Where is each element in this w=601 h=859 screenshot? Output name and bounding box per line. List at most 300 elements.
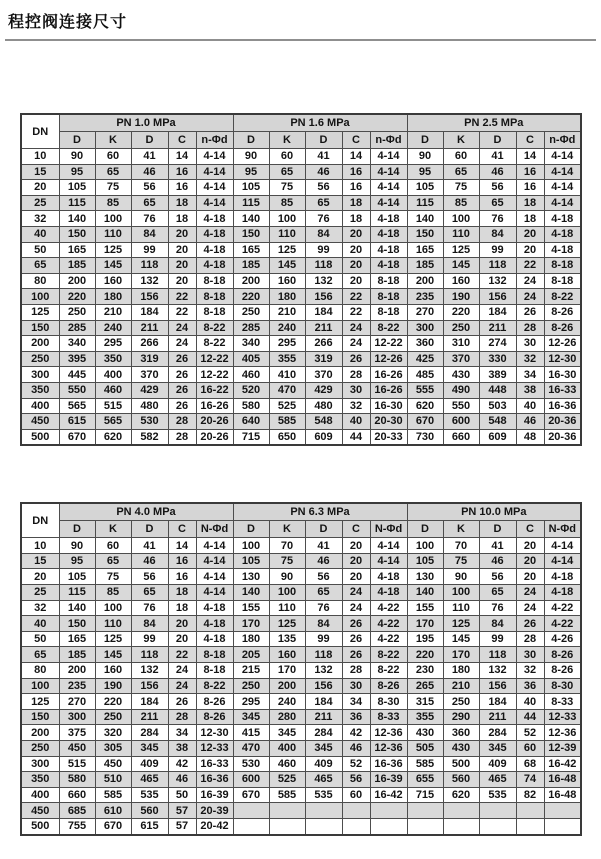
sub-column-header: D [407, 132, 443, 149]
dimension-cell: 75 [443, 180, 479, 196]
dimension-cell: 145 [95, 258, 131, 274]
dimension-cell: 75 [269, 553, 305, 569]
dimension-cell: 4-22 [544, 600, 581, 616]
dimension-cell: 4-14 [196, 195, 233, 211]
sub-column-header: C [342, 132, 370, 149]
dimension-cell: 84 [131, 226, 168, 242]
sub-column-header: K [95, 521, 131, 538]
dimension-cell: 22 [168, 304, 196, 320]
row-dn-value: 500 [21, 818, 59, 834]
dimension-cell: 125 [269, 242, 305, 258]
dimension-cell: 24 [168, 663, 196, 679]
dimension-cell: 305 [95, 741, 131, 757]
dimension-cell: 211 [479, 320, 516, 336]
dimension-cell: 230 [407, 663, 443, 679]
dimension-cell: 460 [233, 367, 269, 383]
dimension-cell: 409 [479, 756, 516, 772]
dimension-cell: 4-18 [370, 242, 407, 258]
dimension-cell: 18 [168, 195, 196, 211]
dimension-cell: 36 [516, 678, 544, 694]
dimension-cell: 370 [305, 367, 342, 383]
dimension-cell [479, 803, 516, 819]
dimension-cell: 4-14 [544, 180, 581, 196]
dimension-cell: 20 [342, 553, 370, 569]
dimension-cell: 20-39 [196, 803, 233, 819]
dimension-cell: 60 [269, 149, 305, 165]
dimension-cell: 200 [59, 273, 95, 289]
dimension-cell: 530 [233, 756, 269, 772]
dimension-cell: 20 [168, 226, 196, 242]
dimension-cell: 14 [168, 149, 196, 165]
table-row [21, 600, 581, 616]
dimension-cell: 34 [516, 367, 544, 383]
dimension-cell: 715 [233, 429, 269, 445]
dimension-cell [269, 803, 305, 819]
dimension-cell: 220 [407, 647, 443, 663]
dimension-cell: 250 [233, 304, 269, 320]
dimension-cell: 319 [131, 351, 168, 367]
dimension-cell: 105 [407, 180, 443, 196]
dimension-cell: 16 [168, 553, 196, 569]
dimension-cell: 270 [59, 694, 95, 710]
dimension-cell: 145 [269, 258, 305, 274]
dimension-cell: 200 [269, 678, 305, 694]
dimension-cell: 375 [59, 725, 95, 741]
dimension-cell: 12-22 [370, 336, 407, 352]
dimension-cell: 20 [516, 553, 544, 569]
row-dn-value: 150 [21, 320, 59, 336]
row-dn-value: 200 [21, 725, 59, 741]
dimension-cell: 4-26 [544, 631, 581, 647]
dimension-cell: 8-22 [370, 320, 407, 336]
dimension-cell: 470 [233, 741, 269, 757]
dimension-cell: 84 [479, 226, 516, 242]
dimension-cell: 515 [59, 756, 95, 772]
dimension-cell: 580 [233, 398, 269, 414]
dimension-cell: 20 [168, 258, 196, 274]
table-row [21, 631, 581, 647]
table-row [21, 787, 581, 803]
dimension-cell: 65 [305, 195, 342, 211]
dimension-cell: 520 [233, 382, 269, 398]
dimension-cell: 650 [269, 429, 305, 445]
dimension-cell [443, 818, 479, 834]
dimension-cell: 75 [95, 569, 131, 585]
dimension-cell: 20 [516, 242, 544, 258]
dimension-cell: 12-36 [544, 725, 581, 741]
dimension-cell: 345 [269, 725, 305, 741]
dimension-cell: 4-18 [196, 242, 233, 258]
dimension-cell: 211 [479, 709, 516, 725]
dimension-cell: 110 [95, 226, 131, 242]
dimension-cell: 18 [516, 195, 544, 211]
dimension-cell: 355 [407, 709, 443, 725]
dimension-cell: 20 [342, 538, 370, 554]
dimension-cell: 16-36 [544, 398, 581, 414]
dimension-cell: 340 [59, 336, 95, 352]
dimension-cell: 56 [342, 772, 370, 788]
dimension-cell: 115 [59, 195, 95, 211]
table-row [21, 226, 581, 242]
row-dn-value: 50 [21, 631, 59, 647]
table-row [21, 304, 581, 320]
table-row [21, 149, 581, 165]
dimension-cell: 350 [95, 351, 131, 367]
dimension-cell: 250 [59, 304, 95, 320]
dimension-cell: 42 [168, 756, 196, 772]
dimension-cell: 140 [59, 211, 95, 227]
dimension-cell: 160 [269, 273, 305, 289]
dimension-cell: 16 [516, 180, 544, 196]
dimension-cell: 565 [95, 414, 131, 430]
dimension-cell: 12-30 [196, 725, 233, 741]
dimension-cell: 360 [407, 336, 443, 352]
dimension-cell: 26 [516, 616, 544, 632]
dimension-cell: 110 [443, 226, 479, 242]
dimension-cell: 28 [168, 414, 196, 430]
dimension-cell: 18 [516, 211, 544, 227]
dimension-cell: 82 [516, 787, 544, 803]
valve-dimension-table-pn1-pn2.5 [20, 113, 582, 446]
dimension-cell: 190 [95, 678, 131, 694]
dimension-cell: 132 [479, 273, 516, 289]
dimension-cell: 90 [269, 569, 305, 585]
dimension-cell: 405 [233, 351, 269, 367]
dimension-cell: 195 [407, 631, 443, 647]
dimension-cell: 755 [59, 818, 95, 834]
sub-column-header: K [269, 132, 305, 149]
dimension-cell: 530 [131, 414, 168, 430]
dimension-cell: 450 [95, 756, 131, 772]
dimension-cell: 145 [443, 631, 479, 647]
dimension-cell: 8-18 [370, 273, 407, 289]
dimension-cell: 4-18 [370, 569, 407, 585]
dimension-cell: 26 [342, 616, 370, 632]
dimension-cell: 8-33 [370, 709, 407, 725]
dimension-cell: 4-22 [370, 631, 407, 647]
dimension-cell: 130 [407, 569, 443, 585]
pressure-table-low-wrap [20, 113, 601, 446]
dimension-cell: 26 [342, 647, 370, 663]
dimension-cell: 41 [479, 149, 516, 165]
dimension-cell: 4-14 [370, 149, 407, 165]
dimension-cell: 660 [59, 787, 95, 803]
dimension-cell [305, 803, 342, 819]
dimension-cell: 22 [342, 289, 370, 305]
dimension-cell: 485 [407, 367, 443, 383]
table-row [21, 569, 581, 585]
dimension-cell: 184 [479, 304, 516, 320]
dimension-cell: 319 [305, 351, 342, 367]
dimension-cell: 28 [342, 367, 370, 383]
dimension-cell [544, 818, 581, 834]
dimension-cell: 535 [131, 787, 168, 803]
row-dn-value: 150 [21, 709, 59, 725]
dimension-cell: 430 [443, 367, 479, 383]
dimension-cell: 4-18 [196, 226, 233, 242]
table-row [21, 336, 581, 352]
dimension-cell: 110 [269, 226, 305, 242]
dimension-cell: 8-18 [196, 289, 233, 305]
dimension-cell: 24 [342, 600, 370, 616]
dimension-cell: 670 [233, 787, 269, 803]
dimension-cell: 310 [443, 336, 479, 352]
dimension-cell: 26 [168, 351, 196, 367]
sub-column-header: D [59, 521, 95, 538]
dimension-cell: 600 [443, 414, 479, 430]
dimension-cell: 24 [168, 320, 196, 336]
dimension-cell: 300 [59, 709, 95, 725]
dimension-cell: 90 [407, 149, 443, 165]
dimension-cell: 184 [131, 694, 168, 710]
dimension-cell: 99 [305, 242, 342, 258]
dimension-cell: 609 [479, 429, 516, 445]
dimension-cell: 28 [168, 429, 196, 445]
dimension-cell: 284 [479, 725, 516, 741]
dimension-cell: 565 [59, 398, 95, 414]
dimension-cell: 46 [479, 164, 516, 180]
dimension-cell: 16 [342, 164, 370, 180]
dimension-cell: 290 [443, 709, 479, 725]
dimension-cell: 65 [95, 553, 131, 569]
table-row [21, 382, 581, 398]
sub-column-header: D [233, 132, 269, 149]
dimension-cell: 500 [443, 756, 479, 772]
dimension-cell: 16-33 [196, 756, 233, 772]
dimension-cell: 515 [95, 398, 131, 414]
dimension-cell: 610 [95, 803, 131, 819]
dimension-cell: 200 [233, 273, 269, 289]
dimension-cell: 184 [305, 694, 342, 710]
dimension-cell: 180 [233, 631, 269, 647]
dimension-cell: 4-14 [196, 569, 233, 585]
dimension-cell: 585 [269, 414, 305, 430]
dimension-cell: 60 [95, 538, 131, 554]
dimension-cell: 140 [407, 211, 443, 227]
sub-column-header: K [443, 521, 479, 538]
dimension-cell: 68 [516, 756, 544, 772]
dimension-cell: 150 [407, 226, 443, 242]
dimension-cell: 75 [95, 180, 131, 196]
dimension-cell: 184 [305, 304, 342, 320]
dimension-cell: 20 [168, 273, 196, 289]
dimension-cell: 50 [168, 787, 196, 803]
dimension-cell: 8-22 [196, 336, 233, 352]
dimension-cell: 105 [407, 553, 443, 569]
dimension-cell: 410 [269, 367, 305, 383]
dimension-cell: 14 [516, 149, 544, 165]
pressure-group-header: PN 1.6 MPa [233, 114, 407, 132]
dimension-cell: 4-18 [196, 616, 233, 632]
pressure-group-header: PN 6.3 MPa [233, 503, 407, 521]
dimension-cell: 4-14 [196, 538, 233, 554]
dimension-cell: 190 [443, 289, 479, 305]
dimension-cell: 8-18 [370, 289, 407, 305]
dimension-cell: 180 [269, 289, 305, 305]
sub-column-header: n-Φd [196, 132, 233, 149]
row-dn-value: 250 [21, 741, 59, 757]
dimension-cell: 118 [479, 258, 516, 274]
dimension-cell [544, 803, 581, 819]
dimension-cell: 118 [305, 258, 342, 274]
dimension-cell: 525 [269, 398, 305, 414]
dimension-cell: 670 [59, 429, 95, 445]
dimension-cell: 345 [305, 741, 342, 757]
sub-column-header: C [168, 132, 196, 149]
dimension-cell: 18 [168, 211, 196, 227]
dimension-cell: 75 [269, 180, 305, 196]
row-dn-value: 250 [21, 351, 59, 367]
dimension-cell: 205 [233, 647, 269, 663]
sub-column-header: D [479, 132, 516, 149]
table-row [21, 585, 581, 601]
dimension-cell: 20-36 [544, 414, 581, 430]
dimension-cell: 240 [269, 320, 305, 336]
dimension-cell: 4-22 [370, 600, 407, 616]
dimension-cell: 28 [342, 663, 370, 679]
dimension-cell [443, 803, 479, 819]
dimension-cell: 26 [168, 382, 196, 398]
dimension-cell: 429 [131, 382, 168, 398]
dimension-cell: 85 [95, 195, 131, 211]
dimension-cell: 8-26 [544, 304, 581, 320]
table-row [21, 320, 581, 336]
dimension-cell: 156 [479, 678, 516, 694]
dimension-cell: 12-22 [196, 351, 233, 367]
dimension-cell: 16 [168, 180, 196, 196]
dimension-cell: 503 [479, 398, 516, 414]
dimension-cell: 211 [131, 709, 168, 725]
dimension-cell: 150 [233, 226, 269, 242]
sub-column-header: N-Φd [370, 521, 407, 538]
table-row [21, 818, 581, 834]
dimension-cell: 465 [305, 772, 342, 788]
dimension-cell: 100 [443, 211, 479, 227]
dimension-cell: 220 [233, 289, 269, 305]
dimension-cell: 30 [516, 647, 544, 663]
dimension-cell: 730 [407, 429, 443, 445]
dimension-cell: 18 [342, 211, 370, 227]
dimension-cell: 125 [443, 616, 479, 632]
row-dn-value: 10 [21, 149, 59, 165]
dimension-cell: 235 [407, 289, 443, 305]
dimension-cell: 60 [516, 741, 544, 757]
dimension-cell: 85 [269, 195, 305, 211]
dimension-cell: 65 [479, 585, 516, 601]
dimension-cell: 345 [131, 741, 168, 757]
table-row [21, 663, 581, 679]
dimension-cell: 20 [168, 631, 196, 647]
dimension-cell: 185 [59, 647, 95, 663]
sub-column-header: N-Φd [196, 521, 233, 538]
dimension-cell: 4-18 [544, 226, 581, 242]
dimension-cell: 220 [443, 304, 479, 320]
dimension-cell: 535 [479, 787, 516, 803]
dimension-cell: 16-33 [544, 382, 581, 398]
dimension-cell: 95 [407, 164, 443, 180]
dimension-cell: 156 [131, 678, 168, 694]
table-row [21, 211, 581, 227]
dimension-cell: 57 [168, 803, 196, 819]
dimension-cell: 490 [443, 382, 479, 398]
dimension-cell: 16-26 [196, 398, 233, 414]
pressure-group-header: PN 2.5 MPa [407, 114, 581, 132]
dimension-cell: 125 [95, 242, 131, 258]
dimension-cell: 16 [516, 164, 544, 180]
row-dn-value: 40 [21, 226, 59, 242]
dimension-cell: 180 [443, 663, 479, 679]
dimension-cell: 18 [168, 585, 196, 601]
row-dn-value: 15 [21, 164, 59, 180]
dimension-cell [479, 818, 516, 834]
sub-column-header: K [269, 521, 305, 538]
dimension-cell: 56 [479, 569, 516, 585]
dimension-cell: 185 [59, 258, 95, 274]
dimension-cell: 12-36 [370, 725, 407, 741]
dimension-cell: 16-30 [544, 367, 581, 383]
row-dn-value: 65 [21, 258, 59, 274]
dimension-cell: 430 [407, 725, 443, 741]
dimension-cell: 389 [479, 367, 516, 383]
dimension-cell: 180 [95, 289, 131, 305]
row-dn-value: 125 [21, 304, 59, 320]
dimension-cell [342, 818, 370, 834]
dimension-cell: 135 [269, 631, 305, 647]
dimension-cell: 670 [95, 818, 131, 834]
dimension-cell: 36 [342, 709, 370, 725]
dimension-cell: 56 [131, 569, 168, 585]
dimension-cell: 75 [443, 553, 479, 569]
dimension-cell: 170 [233, 616, 269, 632]
dimension-cell: 84 [305, 226, 342, 242]
dimension-cell [407, 803, 443, 819]
dimension-cell: 200 [59, 663, 95, 679]
dimension-cell: 40 [342, 414, 370, 430]
dimension-cell: 140 [59, 600, 95, 616]
dimension-cell: 84 [479, 616, 516, 632]
title-divider [5, 39, 596, 41]
dimension-cell: 250 [443, 320, 479, 336]
dimension-cell: 16-42 [370, 787, 407, 803]
dimension-cell: 60 [443, 149, 479, 165]
dimension-cell: 12-26 [370, 351, 407, 367]
dimension-cell: 34 [342, 694, 370, 710]
dimension-cell: 415 [233, 725, 269, 741]
dimension-cell: 24 [342, 320, 370, 336]
dimension-cell: 46 [168, 772, 196, 788]
dimension-cell: 8-22 [196, 320, 233, 336]
dimension-cell: 470 [269, 382, 305, 398]
dimension-cell: 160 [95, 273, 131, 289]
row-dn-value: 10 [21, 538, 59, 554]
table-row [21, 414, 581, 430]
dimension-cell: 16-30 [370, 398, 407, 414]
dimension-cell: 22 [168, 289, 196, 305]
dimension-cell: 582 [131, 429, 168, 445]
dimension-cell: 28 [168, 709, 196, 725]
dimension-cell: 18 [168, 600, 196, 616]
dimension-cell: 295 [95, 336, 131, 352]
table-row [21, 756, 581, 772]
dimension-cell [233, 803, 269, 819]
dimension-cell: 115 [407, 195, 443, 211]
dimension-cell: 22 [342, 304, 370, 320]
sub-column-header: N-Φd [544, 521, 581, 538]
dimension-cell: 160 [95, 663, 131, 679]
dimension-cell: 130 [233, 569, 269, 585]
table-row [21, 647, 581, 663]
dimension-cell: 585 [269, 787, 305, 803]
